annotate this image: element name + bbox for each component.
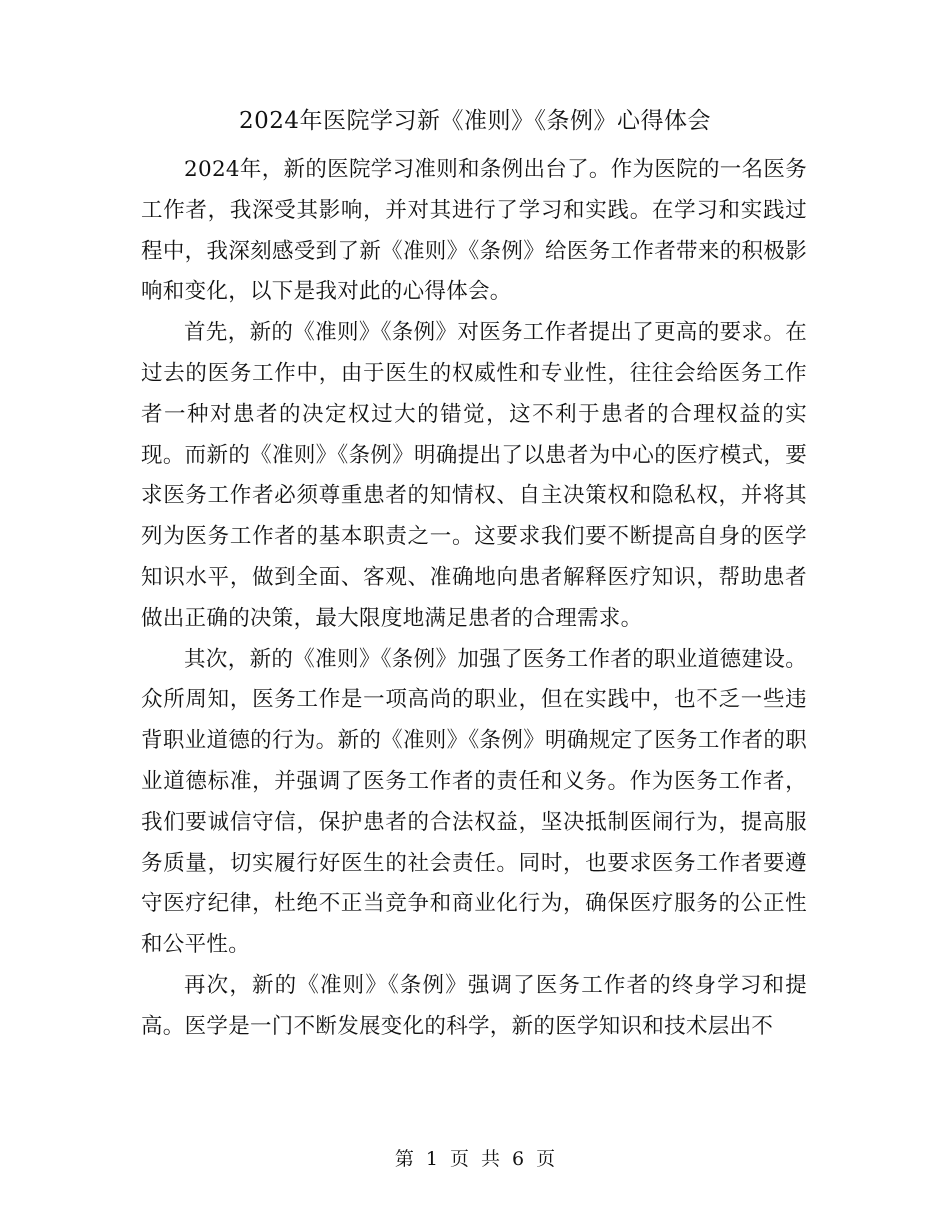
paragraph-first-point: 首先，新的《准则》《条例》对医务工作者提出了更高的要求。在过去的医务工作中，由于医生的权威性和专业性，往往会给医务工作者一种对患者的决定权过大的错觉，这不利于患者的合理权益的实现。而新的《准则》《条例》明确提出了以患者为中心的医疗模式，要求医务工作者必须尊重患者的知情权、自主决策权和隐私权，并将其列为医务工作者的基本职责之一。这要求我们要不断提高自身的医学知识水平，做到全面、客观、准确地向患者解释医疗知识，帮助患者做出正确的决策，最大限度地满足患者的合理需求。 <box>141 320 807 631</box>
paragraph-second-point: 其次，新的《准则》《条例》加强了医务工作者的职业道德建设。众所周知，医务工作是一项高尚的职业，但在实践中，也不乏一些违背职业道德的行为。新的《准则》《条例》明确规定了医务工作者的职业道德标准，并强调了医务工作者的责任和义务。作为医务工作者，我们要诚信守信，保护患者的合法权益，坚决抵制医闹行为，提高服务质量，切实履行好医生的社会责任。同时，也要求医务工作者要遵守医疗纪律，杜绝不正当竞争和商业化行为，确保医疗服务的公正性和公平性。 <box>141 646 807 958</box>
paragraph-intro: 2024年，新的医院学习准则和条例出台了。作为医院的一名医务工作者，我深受其影响，并对其进行了学习和实践。在学习和实践过程中，我深刻感受到了新《准则》《条例》给医务工作者带来的积极影响和变化，以下是我对此的心得体会。 <box>141 157 807 305</box>
document-title: 2024年医院学习新《准则》《条例》心得体会 <box>238 108 712 134</box>
document-body <box>141 150 807 1048</box>
paragraph-third-point: 再次，新的《准则》《条例》强调了医务工作者的终身学习和提高。医学是一门不断发展变化的科学，新的医学知识和技术层出不 <box>141 972 807 1039</box>
page-number-footer: 第 1 页 共 6 页 <box>394 1148 556 1170</box>
